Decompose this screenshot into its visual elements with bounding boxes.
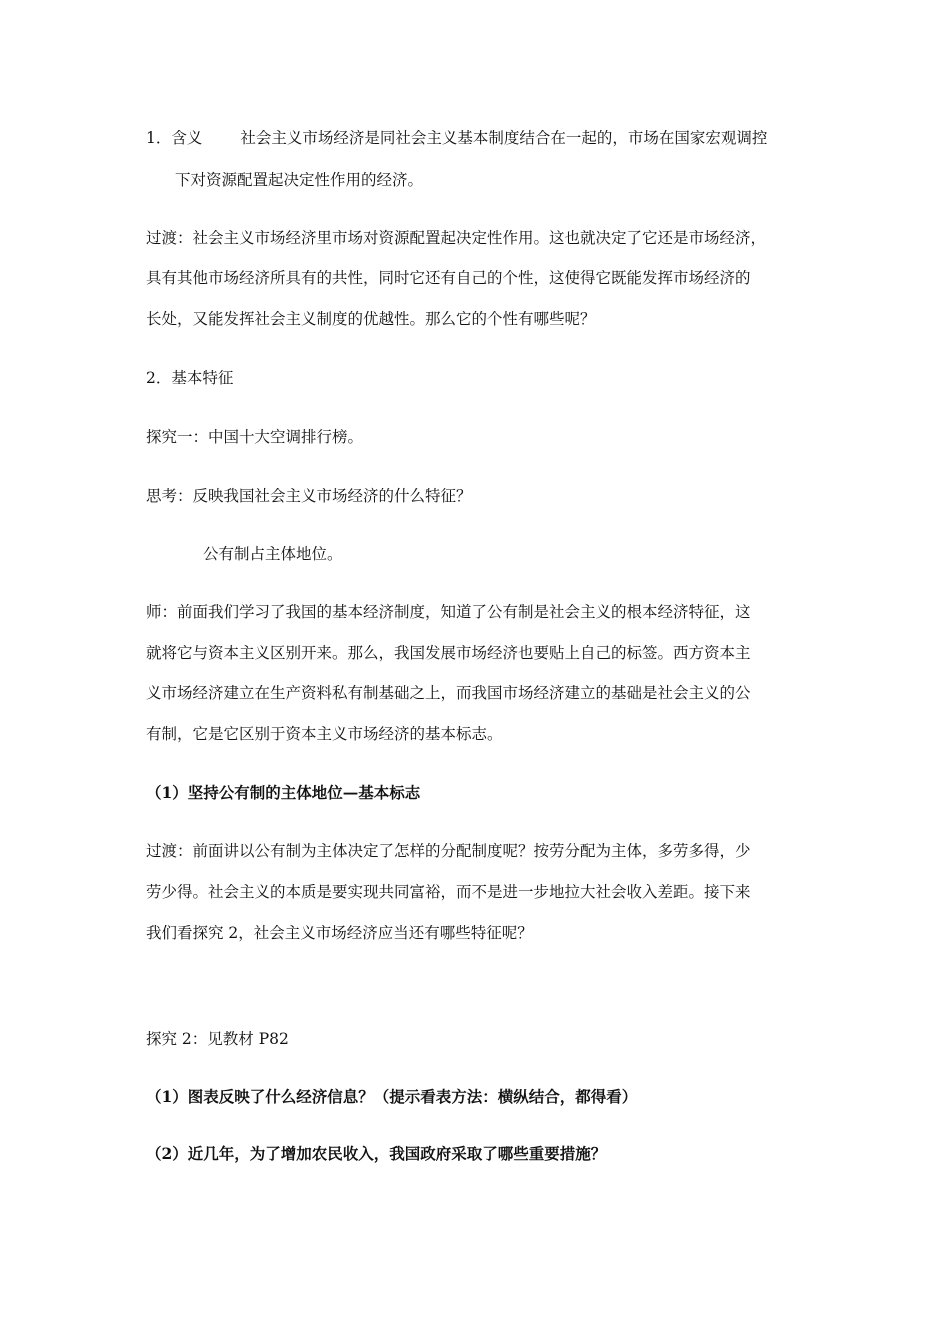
point1-heading: （1）坚持公有制的主体地位—基本标志	[146, 783, 421, 802]
explore1-text: 探究一：中国十大空调排行榜。	[146, 428, 364, 446]
explore2-text: 探究 2：见教材 P82	[146, 1030, 289, 1048]
section1-number: 1．含义	[146, 129, 203, 147]
question1-text: （1）图表反映了什么经济信息？（提示看表方法：横纵结合，都得看）	[146, 1087, 638, 1106]
teacher-line3: 义市场经济建立在生产资料私有制基础之上，而我国市场经济建立的基础是社会主义的公	[146, 684, 751, 702]
section1-definition: 社会主义市场经济是同社会主义基本制度结合在一起的，市场在国家宏观调控	[240, 129, 768, 147]
section1-line2: 下对资源配置起决定性作用的经济。	[175, 171, 424, 189]
transition2-line1: 过渡：前面讲以公有制为主体决定了怎样的分配制度呢？按劳分配为主体，多劳多得，少	[146, 842, 751, 860]
teacher-line2: 就将它与资本主义区别开来。那么，我国发展市场经济也要贴上自己的标签。西方资本主	[146, 644, 751, 662]
transition1-line3: 长处，又能发挥社会主义制度的优越性。那么它的个性有哪些呢？	[146, 310, 596, 328]
think-question: 思考：反映我国社会主义市场经济的什么特征？	[146, 487, 472, 505]
transition2-line2: 劳少得。社会主义的本质是要实现共同富裕，而不是进一步地拉大社会收入差距。接下来	[146, 883, 751, 901]
transition1-line1: 过渡：社会主义市场经济里市场对资源配置起决定性作用。这也就决定了它还是市场经济，	[146, 229, 767, 247]
teacher-line4: 有制，它是它区别于资本主义市场经济的基本标志。	[146, 725, 503, 743]
section2-heading: 2．基本特征	[146, 369, 234, 387]
teacher-line1: 师：前面我们学习了我国的基本经济制度，知道了公有制是社会主义的根本经济特征，这	[146, 603, 751, 621]
answer-text: 公有制占主体地位。	[203, 545, 343, 563]
question2-text: （2）近几年，为了增加农民收入，我国政府采取了哪些重要措施？	[146, 1144, 607, 1163]
transition2-line3: 我们看探究 2，社会主义市场经济应当还有哪些特征呢？	[146, 924, 533, 942]
transition1-line2: 具有其他市场经济所具有的共性，同时它还有自己的个性，这使得它既能发挥市场经济的	[146, 269, 751, 287]
section1-line1	[146, 128, 767, 148]
